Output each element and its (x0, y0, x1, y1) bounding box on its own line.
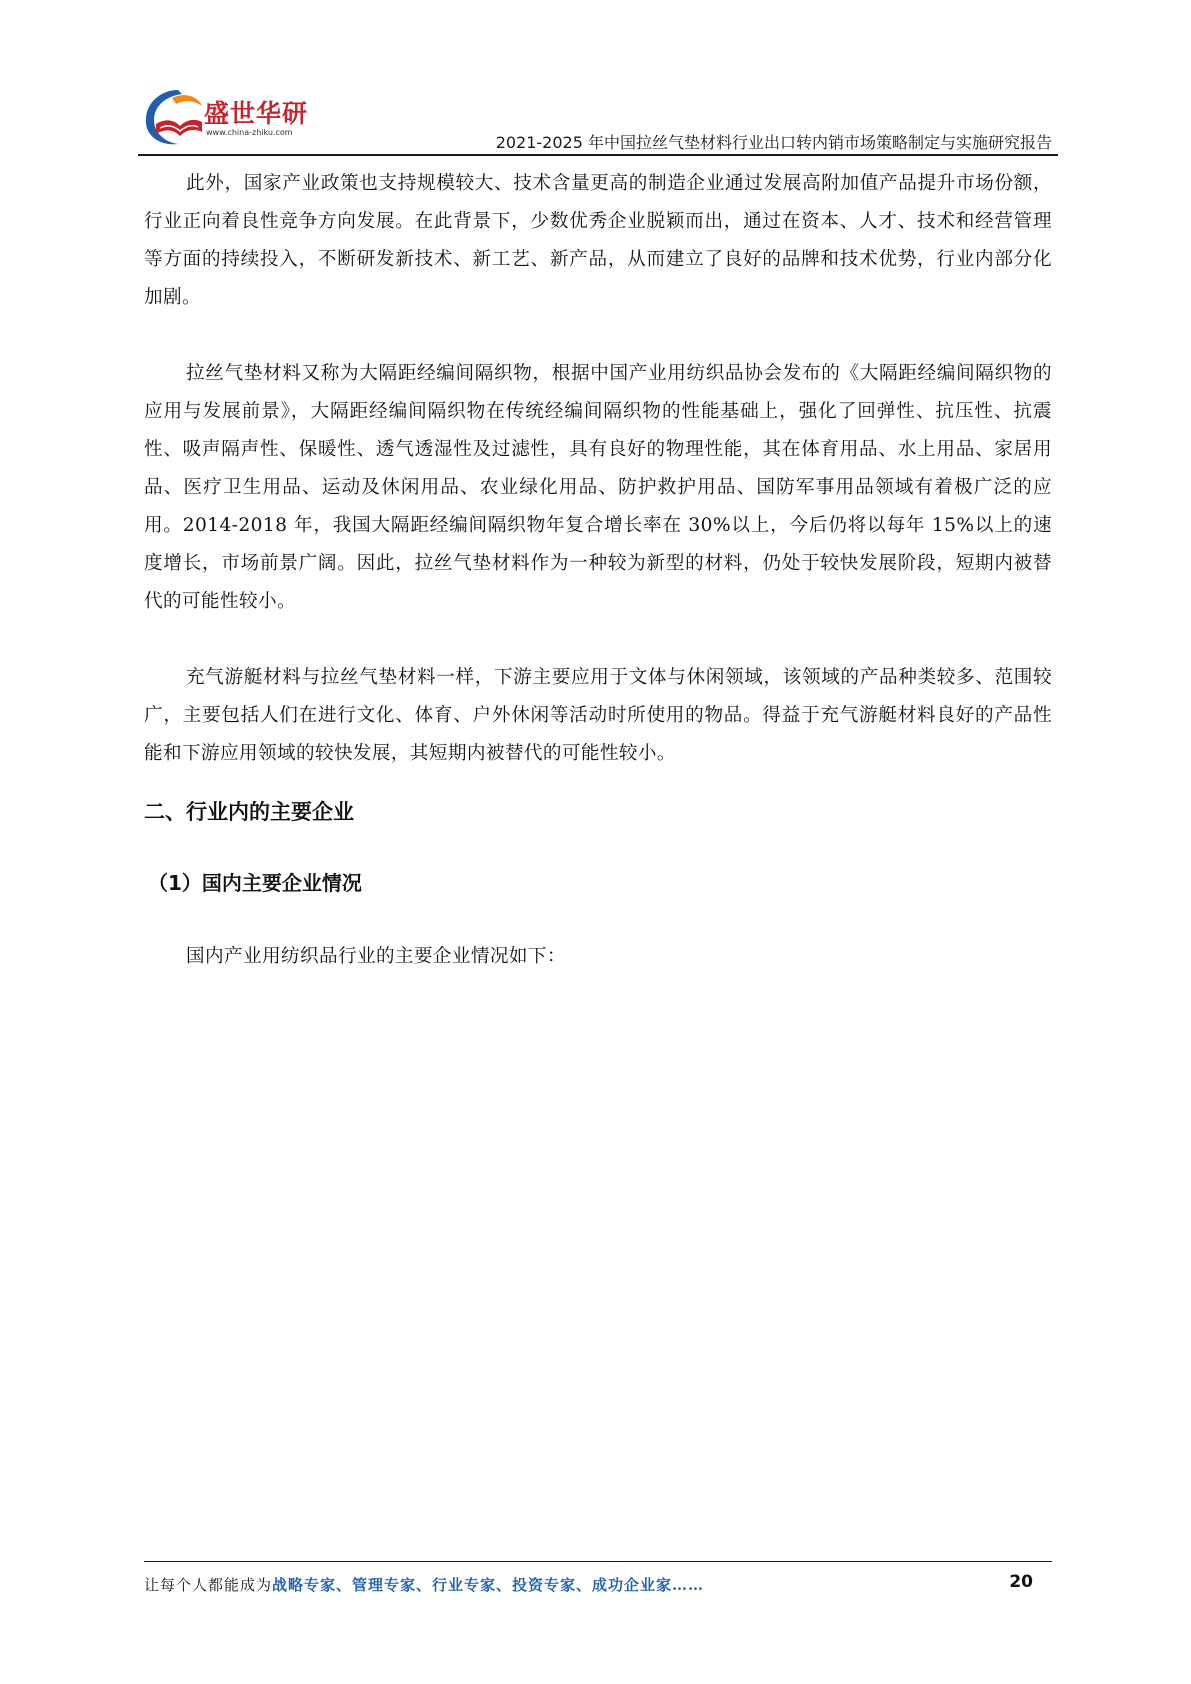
subsection-heading: （1）国内主要企业情况 (148, 871, 362, 895)
logo-emblem-icon (138, 84, 208, 148)
paragraph: 此外，国家产业政策也支持规模较大、技术含量更高的制造企业通过发展高附加值产品提升市场份额，行业正向着良性竞争方向发展。在此背景下，少数优秀企业脱颖而出，通过在资本、人才、技术和经营管理等方面的持续投入，不断研发新技术、新工艺、新产品，从而建立了良好的品牌和技术优势，行业内部分化加剧。 (144, 173, 1052, 308)
footer-slogan (144, 1574, 704, 1595)
page-number: 20 (1009, 1572, 1033, 1592)
paragraph: 充气游艇材料与拉丝气垫材料一样，下游主要应用于文体与休闲领域，该领域的产品种类较多、范围较广，主要包括人们在进行文化、体育、户外休闲等活动时所使用的物品。得益于充气游艇材料良好的产品性能和下游应用领域的较快发展，其短期内被替代的可能性较小。 (144, 667, 1052, 764)
logo-name: 盛世华研 (204, 99, 309, 128)
header-divider (138, 154, 1058, 156)
footer-lead-words: 让每个人都能成为 (144, 1576, 273, 1594)
footer-divider (144, 1561, 1052, 1562)
body-content (144, 165, 1052, 811)
company-logo (138, 84, 308, 148)
logo-url: www.china-zhiku.com (206, 128, 293, 137)
section-heading: 二、行业内的主要企业 (144, 800, 354, 824)
footer-highlight: 战略专家、管理专家、行业专家、投资专家、成功企业家…… (272, 1576, 705, 1594)
paragraph: 拉丝气垫材料又称为大隔距经编间隔织物，根据中国产业用纺织品协会发布的《大隔距经编间隔织物的应用与发展前景》，大隔距经编间隔织物在传统经编间隔织物的性能基础上，强化了回弹性、抗压性、抗震性、吸声隔声性、保暖性、透气透湿性及过滤性，具有良好的物理性能，其在体育用品、水上用品、家居用品、医疗卫生用品、运动及休闲用品、农业绿化用品、防护救护用品、国防军事用品领域有着极广泛的应用。2014-2018 年，我国大隔距经编间隔织物年复合增长率在 30%以上，今后仍将以每年 15%以上的速度增长，市场前景广阔。因此，拉丝气垫材料作为一种较为新型的材料，仍处于较快发展阶段，短期内被替代的可能性较小。 (144, 363, 1052, 612)
lead-sentence: 国内产业用纺织品行业的主要企业情况如下： (186, 946, 566, 967)
report-title: 2021-2025 年中国拉丝气垫材料行业出口转内销市场策略制定与实施研究报告 (495, 133, 1052, 152)
page-header (138, 84, 1058, 150)
